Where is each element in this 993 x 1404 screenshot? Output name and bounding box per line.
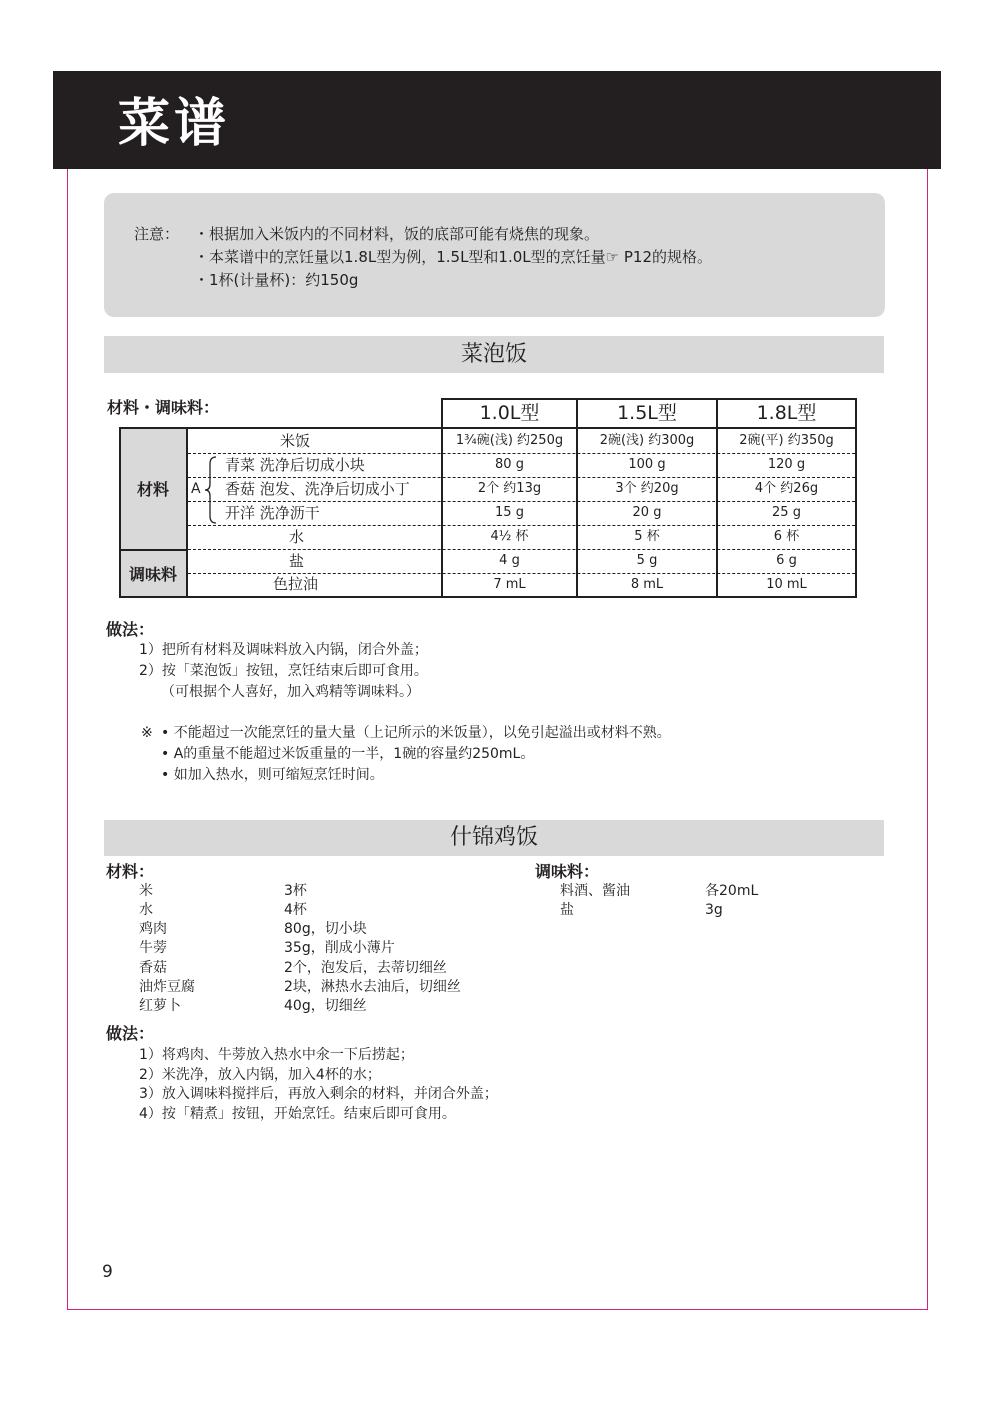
ingredient-amount: 2个，泡发后，去蒂切细丝 xyxy=(284,960,447,976)
seasoning-name: 盐 xyxy=(560,902,574,918)
method-label: 做法： xyxy=(106,1024,155,1043)
section-bar-recipe1 xyxy=(104,336,884,373)
ingredient-amount: 4杯 xyxy=(284,902,307,918)
row-value: 4½ 杯 xyxy=(490,529,529,544)
remark-line: • 不能超过一次能烹饪的量大量（上记所示的米饭量），以免引起溢出或材料不熟。 xyxy=(161,725,671,741)
group-a-label: A xyxy=(191,481,201,497)
row-value: 2碗(平) 约350g xyxy=(739,433,834,448)
notes-label: 注意： xyxy=(134,225,180,243)
page-number: 9 xyxy=(102,1262,113,1282)
note-line: ・本菜谱中的烹饪量以1.8L型为例，1.5L型和1.0L型的烹饪量☞ P12的规格。 xyxy=(194,248,712,266)
model-header-1: 1.0L型 xyxy=(441,398,578,426)
row-value: 80 g xyxy=(495,457,524,472)
note-line: ・1杯(计量杯)：约150g xyxy=(194,271,359,289)
side-label-ingredients: 材料 xyxy=(120,428,186,549)
ingredient-amount: 35g，削成小薄片 xyxy=(284,940,395,956)
row-value: 4个 约26g xyxy=(754,481,819,496)
remark-line: • A的重量不能超过米饭重量的一半，1碗的容量约250mL。 xyxy=(161,746,535,762)
row-divider xyxy=(188,525,855,526)
table-border-bottom xyxy=(119,596,857,598)
ingredient-amount: 3杯 xyxy=(284,883,307,899)
row-value: 20 g xyxy=(632,505,662,520)
row-value: 10 mL xyxy=(766,577,807,592)
ingredients-label: 材料・调味料： xyxy=(107,398,220,417)
row-divider xyxy=(188,453,855,454)
method-step: 3）放入调味料搅拌后，再放入剩余的材料，并闭合外盖； xyxy=(139,1086,498,1102)
row-value: 3个 约20g xyxy=(615,481,679,496)
section-title: 菜泡饭 xyxy=(460,342,527,367)
ingredient-name: 米 xyxy=(139,883,153,899)
seasoning-amount: 各20mL xyxy=(705,883,759,899)
row-divider xyxy=(188,573,855,574)
row-value: 5 杯 xyxy=(634,529,660,544)
row-name: 色拉油 xyxy=(273,575,319,593)
seasoning-label: 调味料： xyxy=(535,862,600,881)
ingredient-name: 牛蒡 xyxy=(139,940,167,956)
row-value: 8 mL xyxy=(630,577,664,592)
method-step: 4）按「精煮」按钮，开始烹饪。结束后即可食用。 xyxy=(139,1106,456,1122)
row-value: 4 g xyxy=(499,553,520,568)
row-name: 青菜 洗净后切成小块 xyxy=(225,456,365,474)
row-value: 7 mL xyxy=(493,577,526,592)
ingredient-name: 鸡肉 xyxy=(139,921,167,937)
row-divider xyxy=(188,501,855,502)
method-step: 2）按「菜泡饭」按钮，烹饪结束后即可食用。 xyxy=(139,663,428,679)
row-divider xyxy=(188,549,855,550)
row-divider xyxy=(188,477,855,478)
method-label: 做法： xyxy=(106,620,155,639)
model-header-2: 1.5L型 xyxy=(576,398,718,426)
row-name: 水 xyxy=(289,528,305,546)
row-value: 5 g xyxy=(636,553,658,568)
brace-icon xyxy=(204,456,218,524)
ingredient-name: 红萝卜 xyxy=(139,998,181,1014)
row-value: 2碗(浅) 约300g xyxy=(599,433,695,448)
row-value: 6 杯 xyxy=(773,529,800,544)
ingredients-label: 材料： xyxy=(106,862,155,881)
row-value: 1¾碗(浅) 约250g xyxy=(455,433,564,448)
remark-line: • 如加入热水，则可缩短烹饪时间。 xyxy=(161,767,384,783)
section-title: 什锦鸡饭 xyxy=(449,825,538,850)
seasoning-name: 料酒、酱油 xyxy=(560,883,630,899)
section-bar-recipe2 xyxy=(104,820,884,856)
table-border-top xyxy=(119,427,857,429)
row-name: 香菇 泡发、洗净后切成小丁 xyxy=(225,480,410,498)
method-step: 1）把所有材料及调味料放入内锅，闭合外盖； xyxy=(139,642,428,658)
row-value: 6 g xyxy=(776,553,797,568)
table-border-left xyxy=(119,427,121,598)
side-label-seasoning: 调味料 xyxy=(120,550,186,597)
row-name: 开洋 洗净沥干 xyxy=(225,504,320,522)
method-step: 1）将鸡肉、牛蒡放入热水中氽一下后捞起； xyxy=(139,1047,414,1063)
row-value: 2个 约13g xyxy=(477,481,542,496)
ingredient-name: 香菇 xyxy=(139,960,167,976)
table-border-right xyxy=(855,398,857,598)
ingredient-amount: 40g，切细丝 xyxy=(284,998,367,1014)
ingredient-name: 水 xyxy=(139,902,153,918)
ingredient-name: 油炸豆腐 xyxy=(139,979,195,995)
remarks-mark: ※ xyxy=(141,725,153,741)
row-value: 120 g xyxy=(767,457,806,472)
note-line: ・根据加入米饭内的不同材料，饭的底部可能有烧焦的现象。 xyxy=(194,225,600,243)
ingredient-amount: 80g，切小块 xyxy=(284,921,367,937)
model-header-3: 1.8L型 xyxy=(716,398,857,426)
page-title: 菜谱 xyxy=(118,94,231,154)
seasoning-amount: 3g xyxy=(705,902,723,918)
method-step: 2）米洗净，放入内锅，加入4杯的水； xyxy=(139,1067,381,1083)
side-divider xyxy=(119,549,187,551)
row-value: 25 g xyxy=(772,505,801,520)
method-step: （可根据个人喜好，加入鸡精等调味料。） xyxy=(161,684,420,700)
row-value: 15 g xyxy=(495,505,524,520)
ingredient-amount: 2块，淋热水去油后，切细丝 xyxy=(284,979,461,995)
row-value: 100 g xyxy=(628,457,666,472)
row-name: 米饭 xyxy=(280,432,311,450)
row-name: 盐 xyxy=(289,552,305,570)
